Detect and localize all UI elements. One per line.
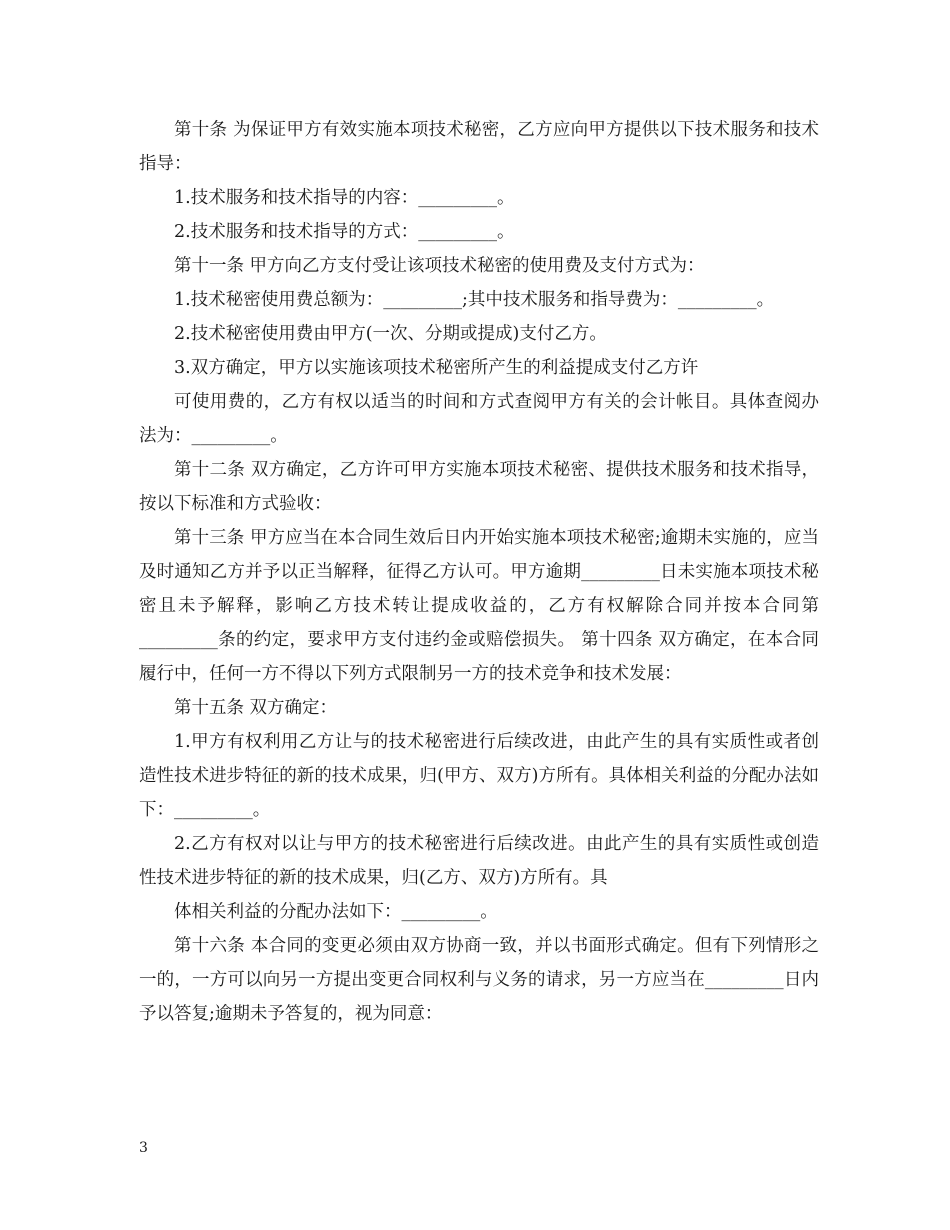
clause-11-paragraph: 第十一条 甲方向乙方支付受让该项技术秘密的使用费及支付方式为：	[174, 256, 705, 276]
clause-15-paragraph: 第十五条 双方确定：	[174, 698, 338, 718]
clause-12-paragraph: 第十二条 双方确定，乙方许可甲方实施本项技术秘密、提供技术服务和技术指导，按以下标准和方式验收：	[139, 460, 819, 514]
clause-10-item-2: 2.技术服务和技术指导的方式：_________。	[174, 222, 515, 242]
clause-13-14-paragraph: 第十三条 甲方应当在本合同生效后日内开始实施本项技术秘密;逾期未实施的，应当及时通知乙方并予以正当解释，征得乙方认可。甲方逾期_________日未实施本项技术秘密且未予解释，影响乙方技术转让提成收益的，乙方有权解除合同并按本合同第_________条的约定，要求甲方支付违约金或赔偿损失。 第十四条 双方确定，在本合同履行中，任何一方不得以下列方式限制另一方的技术竞争和技术发展：	[139, 528, 819, 684]
clause-15-item-1: 1.甲方有权利用乙方让与的技术秘密进行后续改进，由此产生的具有实质性或者创造性技术进步特征的新的技术成果，归(甲方、双方)方所有。具体相关利益的分配办法如下：_________。	[139, 732, 819, 820]
page-number: 3	[139, 1140, 148, 1156]
clause-11-item-2: 2.技术秘密使用费由甲方(一次、分期或提成)支付乙方。	[174, 324, 607, 344]
clause-11-item-1: 1.技术秘密使用费总额为：_________;其中技术服务和指导费为：_________。	[174, 290, 775, 310]
clause-11-item-3-continued: 可使用费的，乙方有权以适当的时间和方式查阅甲方有关的会计帐目。具体查阅办法为：_________。	[139, 392, 819, 446]
clause-10-item-1: 1.技术服务和技术指导的内容：_________。	[174, 188, 515, 208]
clause-15-item-2-continued: 体相关利益的分配办法如下：_________。	[174, 902, 498, 922]
clause-16-paragraph: 第十六条 本合同的变更必须由双方协商一致，并以书面形式确定。但有下列情形之一的，一方可以向另一方提出变更合同权利与义务的请求，另一方应当在_________日内予以答复;逾期未予答复的，视为同意：	[139, 936, 819, 1024]
clause-10-paragraph: 第十条 为保证甲方有效实施本项技术秘密，乙方应向甲方提供以下技术服务和技术指导：	[139, 120, 819, 174]
contract-body	[139, 113, 819, 1031]
clause-11-item-3: 3.双方确定，甲方以实施该项技术秘密所产生的利益提成支付乙方许	[174, 358, 699, 378]
clause-15-item-2: 2.乙方有权对以让与甲方的技术秘密进行后续改进。由此产生的具有实质性或创造性技术进步特征的新的技术成果，归(乙方、双方)方所有。具	[139, 834, 819, 888]
